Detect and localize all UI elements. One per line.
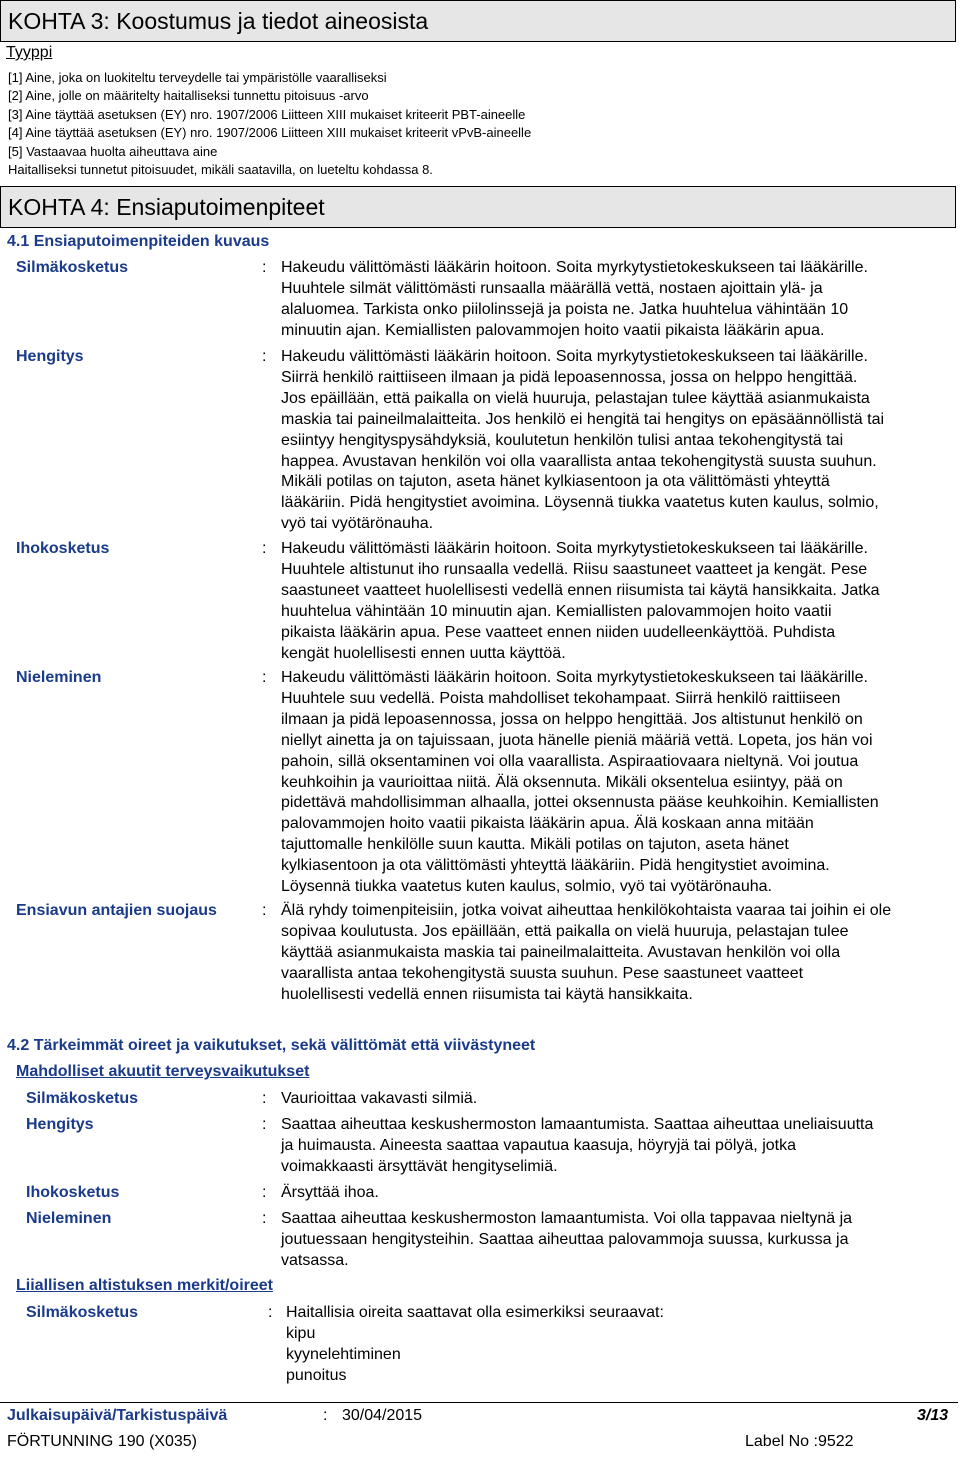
section3-header xyxy=(0,0,956,42)
effect-text xyxy=(281,1089,951,1110)
first-aid-label: Ensiavun antajien suojaus xyxy=(16,902,217,919)
colon: : xyxy=(268,1304,273,1321)
type-item: [5] Vastaavaa huolta aiheuttava aine xyxy=(8,143,218,159)
text-line: lääkäriin. Pidä hengitystiet avoimina. Löysennä tiukka vaatetus kuten kaulus, solmio, xyxy=(281,494,879,512)
section3-title: KOHTA 3: Koostumus ja tiedot aineosista xyxy=(8,8,429,34)
text-line: kengät huolellisesti ennen uutta käyttöä. xyxy=(281,644,566,662)
exposure-signs-title: Liiallisen altistuksen merkit/oireet xyxy=(16,1277,273,1294)
text-line: Löysennä tiukka vaatetus kuten kaulus, solmio, vyö tai vyötärönauha. xyxy=(281,878,772,896)
text-line: ja huimausta. Aineesta saattaa vapautua kaasuja, höyryjä tai pölyä, jotka xyxy=(281,1136,796,1154)
acute-effects-title: Mahdolliset akuutit terveysvaikutukset xyxy=(16,1063,310,1080)
first-aid-label: Nieleminen xyxy=(16,669,102,686)
product-name: FÖRTUNNING 190 (X035) xyxy=(7,1433,197,1450)
text-line: kylkiasentoon ja ota välittömästi yhteyttä lääkäriin. Pidä hengitystiet avoimina. xyxy=(281,857,830,875)
text-line: maskia tai paineilmalaitteita. Jos henkilö ei hengitä tai hengitys on epäsäännöllistä tai xyxy=(281,410,885,428)
type-item: [4] Aine täyttää asetuksen (EY) nro. 1907/2006 Liitteen XIII mukaiset kriteerit vPvB-aineelle xyxy=(8,125,532,141)
text-line: happea. Avustavan henkilön voi olla vaarallista antaa tekohengitystä suusta suuhun. xyxy=(281,452,877,470)
text-line: pahoin, sillä oksentaminen voi olla vaarallista. Aspiraatiovaara nieltynä. Voi joutua xyxy=(281,752,859,770)
text-line: Haitallisia oireita saattavat olla esimerkiksi seuraavat: xyxy=(286,1304,664,1321)
text-line: saastuneet vaatteet huolellisesti vedellä ennen riisumista tai käytä hansikkaita. Jatka xyxy=(281,581,880,599)
text-line: Saattaa aiheuttaa keskushermoston lamaantumista. Voi olla tappavaa nieltynä ja xyxy=(281,1210,853,1227)
label-number: Label No :9522 xyxy=(745,1433,854,1450)
footer-divider xyxy=(0,1402,958,1403)
text-line: Huuhtele altistunut iho runsaalla vedellä. Riisu saastuneet vaatteet ja kengät. Pese xyxy=(281,560,868,578)
section4-header xyxy=(0,186,956,228)
colon: : xyxy=(262,259,267,276)
text-line: käyttää asianmukaista maskia tai paineilmalaitteita. Avustavan henkilön voi olla xyxy=(281,943,841,961)
text-line: ilmaan ja pidä lepoasennossa, jossa on helppo hengittää. Jos altistunut henkilö on xyxy=(281,710,863,728)
subsection-4-1-title: 4.1 Ensiaputoimenpiteiden kuvaus xyxy=(7,233,270,250)
effect-text xyxy=(281,1209,951,1272)
colon: : xyxy=(262,1090,267,1107)
text-line: voimakkaasti ärsyttävät hengityselimiä. xyxy=(281,1157,558,1175)
first-aid-text xyxy=(281,901,951,1006)
page-number: 3/13 xyxy=(917,1407,949,1424)
text-line: vyö tai vyötärönauha. xyxy=(281,515,434,533)
text-line: huolellisesti vedellä ennen riisumista tai käytä hansikkaita. xyxy=(281,985,693,1003)
text-line: keuhkoihin ja vaurioittaa niitä. Älä oksennuta. Mikäli oksentelua esiintyy, pää on xyxy=(281,773,843,791)
text-line: Jos epäillään, että paikalla on vielä huuruja, pelastajan tulee käyttää asianmukaista xyxy=(281,389,870,407)
text-line: Hakeudu välittömästi lääkärin hoitoon. Soita myrkytystietokeskukseen tai lääkärille. xyxy=(281,348,868,365)
effect-label: Silmäkosketus xyxy=(26,1090,139,1107)
text-line: palovammojen hoito vaatii pikaista lääkärin apua. Älä koskaan anna mitään xyxy=(281,815,814,833)
colon: : xyxy=(262,1116,267,1133)
effect-label: Silmäkosketus xyxy=(26,1304,139,1321)
text-line: Huuhtele suu vedellä. Poista mahdolliset tekohampaat. Siirrä henkilö raittiiseen xyxy=(281,689,841,707)
text-line: Hakeudu välittömästi lääkärin hoitoon. Soita myrkytystietokeskukseen tai lääkärille. xyxy=(281,259,868,276)
colon: : xyxy=(262,348,267,365)
text-line: Huuhtele silmät välittömästi runsaalla määrällä vettä, nostaen ajoittain ylä- ja xyxy=(281,279,823,297)
text-line: joutuessaan hengitysteihin. Saattaa aiheuttaa palovammoja suussa, kurkussa ja xyxy=(281,1230,849,1248)
subsection-4-2-title: 4.2 Tärkeimmät oireet ja vaikutukset, sekä välittömät että viivästyneet xyxy=(7,1037,536,1054)
effect-label: Hengitys xyxy=(26,1116,94,1133)
issue-date-value: 30/04/2015 xyxy=(342,1407,423,1424)
text-line: alaluomea. Tarkista onko piilolinssejä ja poista ne. Jatka huuhtelua vähintään 10 xyxy=(281,300,849,318)
first-aid-label: Silmäkosketus xyxy=(16,259,129,276)
first-aid-label: Ihokosketus xyxy=(16,540,110,557)
effect-text xyxy=(281,1115,951,1178)
text-line: esiintyy hengityspysähdyksiä, koulutetun henkilön tulisi antaa tekohengitystä tai xyxy=(281,431,844,449)
colon: : xyxy=(262,1210,267,1227)
section4-title: KOHTA 4: Ensiaputoimenpiteet xyxy=(8,194,325,220)
issue-date-label: Julkaisupäivä/Tarkistuspäivä xyxy=(7,1407,228,1424)
text-line: huuhtelua vähintään 10 minuutin ajan. Kemiallisten palovammojen hoito vaatii xyxy=(281,602,832,620)
text-line: Hakeudu välittömästi lääkärin hoitoon. Soita myrkytystietokeskukseen tai lääkärille. xyxy=(281,540,868,557)
type-item: [2] Aine, jolle on määritelty haitalliseksi tunnettu pitoisuus -arvo xyxy=(8,88,369,104)
text-line: kipu xyxy=(286,1324,316,1342)
text-line: minuutin ajan. Kemiallisten palovammojen hoito vaatii pikaista lääkärin apua. xyxy=(281,321,825,339)
text-line: vatsassa. xyxy=(281,1251,349,1269)
first-aid-text xyxy=(281,539,951,664)
text-line: Ärsyttää ihoa. xyxy=(281,1184,379,1201)
colon: : xyxy=(262,1184,267,1201)
effect-label: Nieleminen xyxy=(26,1210,112,1227)
colon: : xyxy=(262,540,267,557)
type-item: [3] Aine täyttää asetuksen (EY) nro. 1907/2006 Liitteen XIII mukaiset kriteerit PBT-aineelle xyxy=(8,106,526,122)
type-list xyxy=(8,69,531,161)
text-line: Siirrä henkilö raittiiseen ilmaan ja pidä lepoasennossa, jossa on helppo hengittää. xyxy=(281,368,858,386)
first-aid-text xyxy=(281,347,951,535)
text-line: tajuttomalle henkilölle suun kautta. Mikäli potilas on tajuton, aseta hänet xyxy=(281,836,789,854)
text-line: Saattaa aiheuttaa keskushermoston lamaantumista. Saattaa aiheuttaa uneliaisuutta xyxy=(281,1116,874,1133)
text-line: pikaista lääkärin apua. Pese vaatteet ennen niiden uudelleenkäyttöä. Puhdista xyxy=(281,623,836,641)
text-line: punoitus xyxy=(286,1366,347,1384)
text-line: kyynelehtiminen xyxy=(286,1345,401,1363)
issue-date-colon: : xyxy=(323,1407,328,1424)
text-line: niellyt ainetta ja on tajuissaan, juota hänelle pieniä määriä vettä. Lopeta, jos hän voi xyxy=(281,731,873,749)
text-line: Älä ryhdy toimenpiteisiin, jotka voivat aiheuttaa henkilökohtaista vaaraa tai joihin ei ole xyxy=(281,902,892,919)
colon: : xyxy=(262,669,267,686)
first-aid-label: Hengitys xyxy=(16,348,84,365)
text-line: vaarallista antaa tekohengitystä suusta suuhun. Pese saastuneet vaatteet xyxy=(281,964,804,982)
first-aid-text xyxy=(281,668,951,898)
type-item: [1] Aine, joka on luokiteltu terveydelle tai ympäristölle vaaralliseksi xyxy=(8,70,387,85)
text-line: pidettävä mahdollisimman alhaalla, jottei oksennusta pääse keuhkoihin. Kemiallisten xyxy=(281,794,879,812)
concentration-note: Haitalliseksi tunnetut pitoisuudet, mikäli saatavilla, on lueteltu kohdassa 8. xyxy=(8,162,433,177)
first-aid-text xyxy=(281,258,951,342)
text-line: Vaurioittaa vakavasti silmiä. xyxy=(281,1090,478,1107)
type-label: Tyyppi xyxy=(6,44,53,61)
text-line: sopivaa koulutusta. Jos epäillään, että paikalla on vielä huuruja, pelastajan tulee xyxy=(281,922,849,940)
effect-text xyxy=(281,1183,951,1204)
text-line: Mikäli potilas on tajuton, aseta hänet kylkiasentoon ja ota välittömästi yhteyttä xyxy=(281,473,830,491)
effect-label: Ihokosketus xyxy=(26,1184,120,1201)
colon: : xyxy=(262,902,267,919)
text-line: Hakeudu välittömästi lääkärin hoitoon. Soita myrkytystietokeskukseen tai lääkärille. xyxy=(281,669,868,686)
effect-text xyxy=(286,1303,956,1387)
